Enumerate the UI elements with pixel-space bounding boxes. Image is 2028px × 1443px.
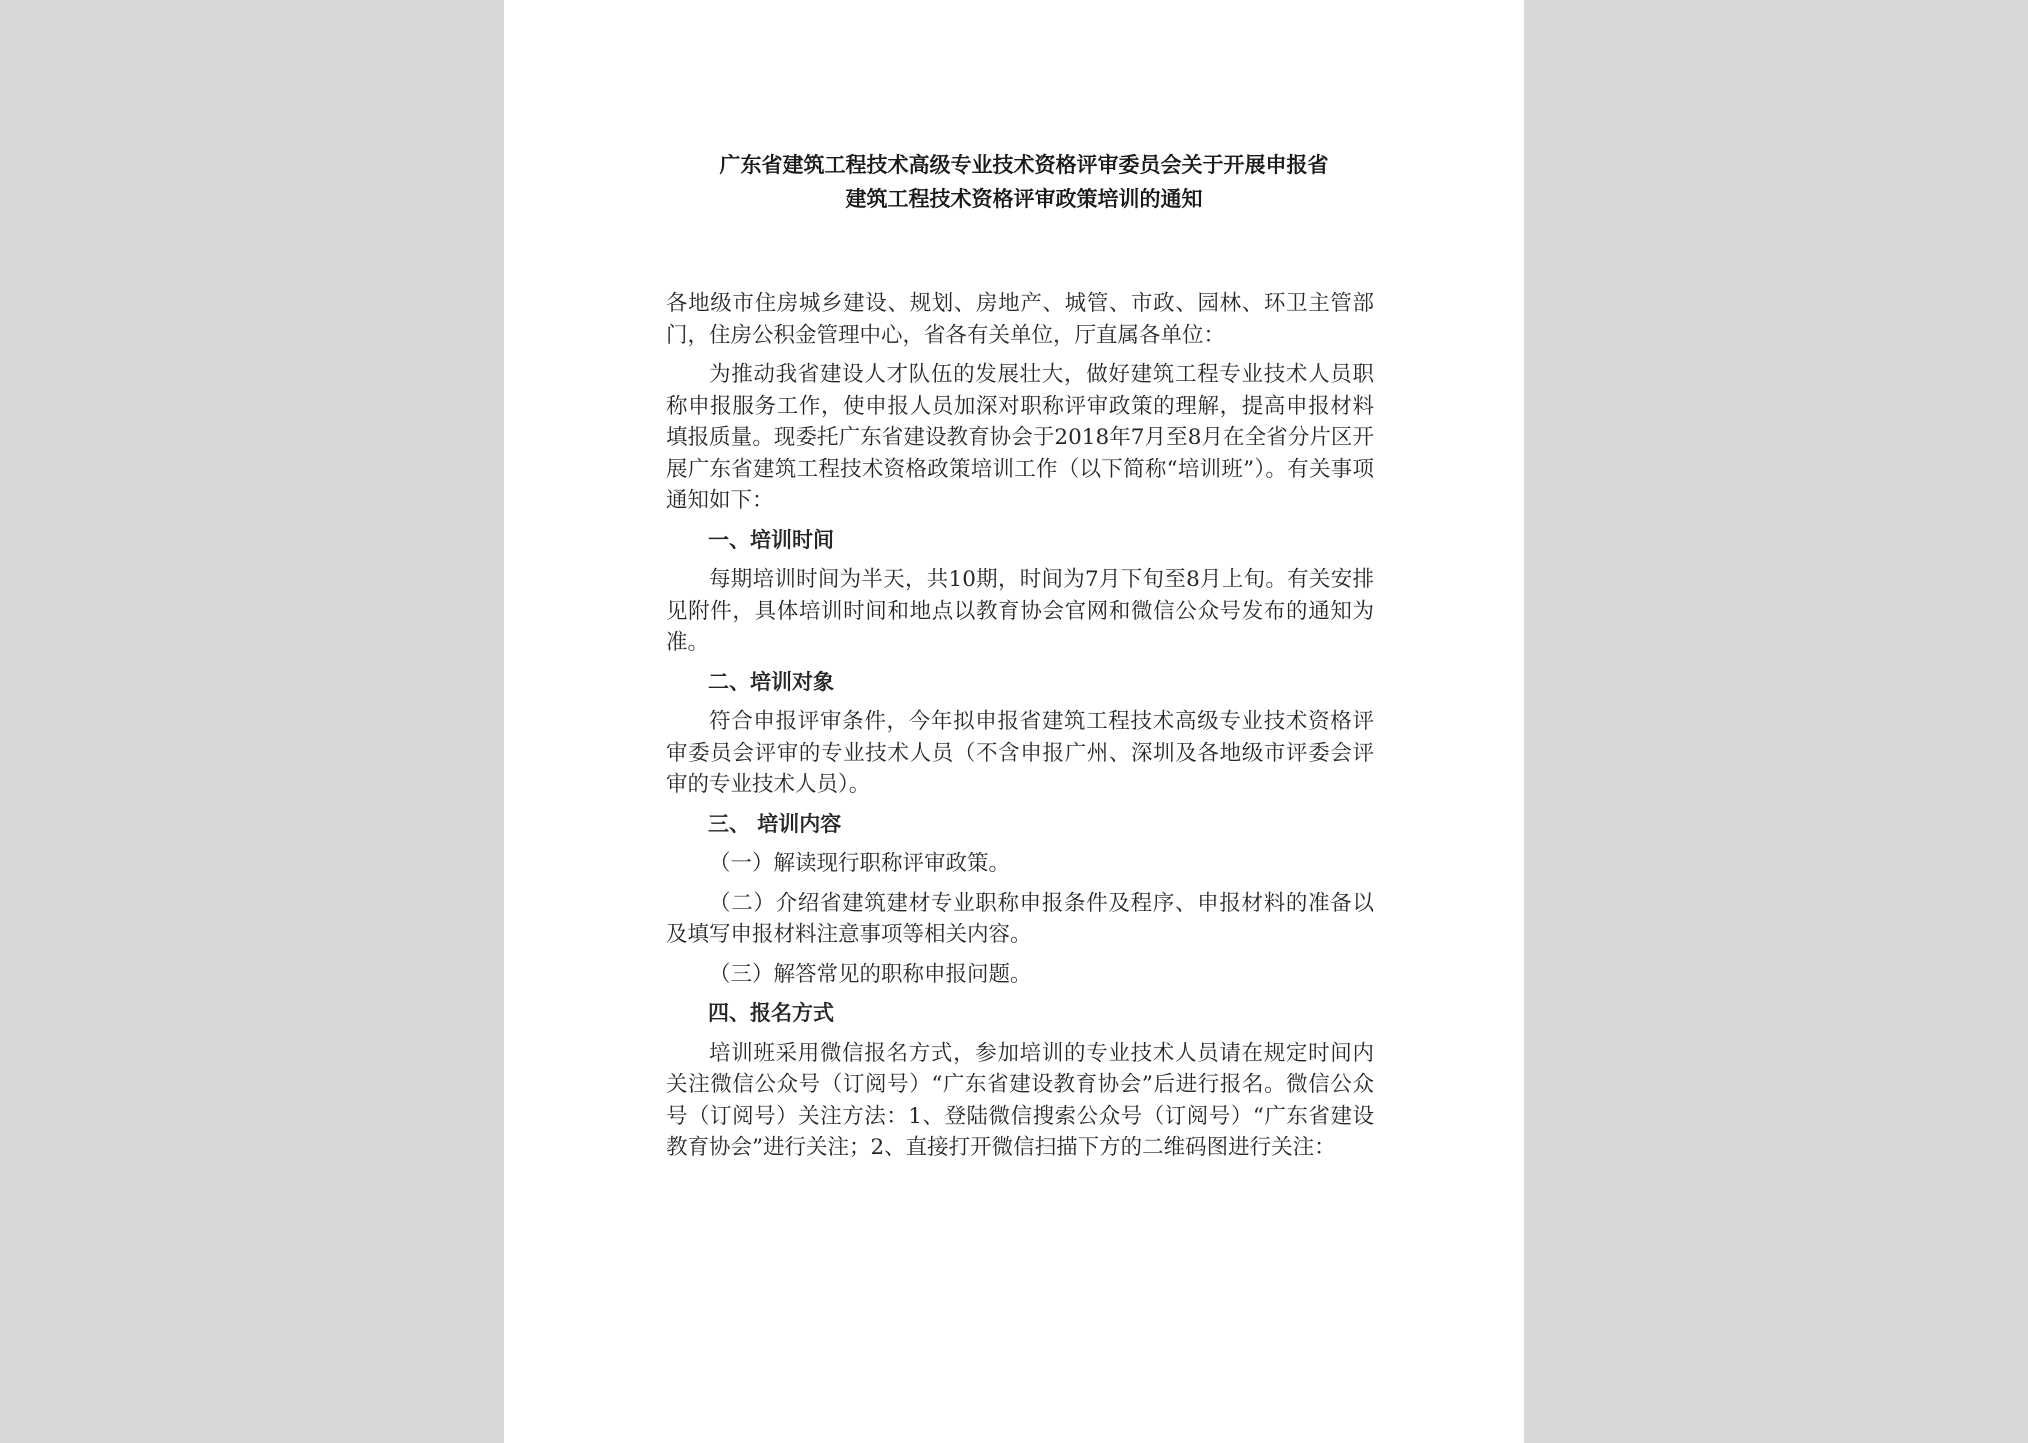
section-1-heading: 一、培训时间: [708, 527, 834, 552]
intro-paragraph: 为推动我省建设人才队伍的发展壮大，做好建筑工程专业技术人员职称申报服务工作，使申报人员加深对职称评审政策的理解，提高申报材料填报质量。现委托广东省建设教育协会于2018年7月至8月在全省分片区开展广东省建筑工程技术资格政策培训工作（以下简称“培训班”）。有关事项通知如下：: [666, 362, 1374, 513]
section-3-heading: 三、 培训内容: [708, 811, 842, 836]
title-line-2: 建筑工程技术资格评审政策培训的通知: [845, 187, 1203, 211]
section-1-paragraph: 每期培训时间为半天，共10期，时间为7月下旬至8月上旬。有关安排见附件，具体培训时间和地点以教育协会官网和微信公众号发布的通知为准。: [666, 567, 1374, 655]
section-3-item-3: （三）解答常见的职称申报问题。: [709, 961, 1032, 987]
section-4-heading: 四、报名方式: [708, 1001, 834, 1025]
document-title: [664, 148, 1384, 216]
section-4-paragraph: 培训班采用微信报名方式，参加培训的专业技术人员请在规定时间内关注微信公众号（订阅号）“广东省建设教育协会”后进行报名。微信公众号（订阅号）关注方法：1、登陆微信搜索公众号（订阅号）“广东省建设教育协会”进行关注；2、直接打开微信扫描下方的二维码图进行关注：: [666, 1040, 1374, 1160]
section-3-item-2: （二）介绍省建筑建材专业职称申报条件及程序、申报材料的准备以及填写申报材料注意事项等相关内容。: [666, 890, 1374, 947]
addressee-paragraph: 各地级市住房城乡建设、规划、房地产、城管、市政、园林、环卫主管部门，住房公积金管理中心，省各有关单位，厅直属各单位：: [666, 291, 1374, 348]
section-3-item-1: （一）解读现行职称评审政策。: [709, 851, 1011, 876]
section-2-paragraph: 符合申报评审条件，今年拟申报省建筑工程技术高级专业技术资格评审委员会评审的专业技术人员（不含申报广州、深圳及各地级市评委会评审的专业技术人员）。: [666, 709, 1374, 797]
title-line-1: 广东省建筑工程技术高级专业技术资格评审委员会关于开展申报省: [719, 153, 1329, 177]
section-2-heading: 二、培训对象: [708, 669, 834, 694]
document-body: [666, 288, 1374, 1172]
document-page: [504, 0, 1524, 1443]
